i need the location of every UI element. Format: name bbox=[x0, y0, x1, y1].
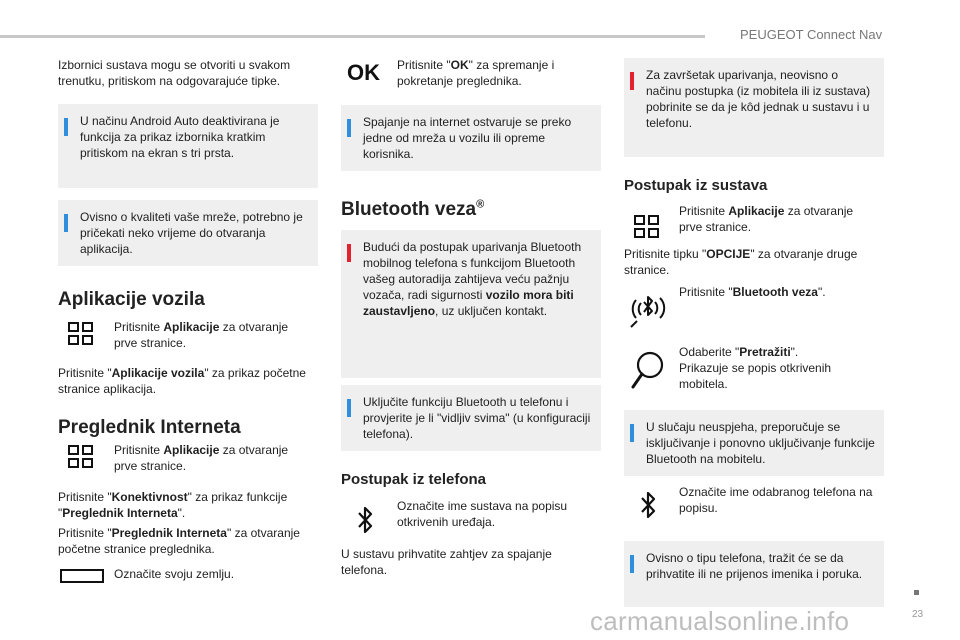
text-bold: OK bbox=[450, 58, 469, 72]
warning-icon bbox=[630, 72, 634, 90]
registered-mark: ® bbox=[476, 198, 485, 211]
info-box-network bbox=[58, 200, 318, 266]
info-box-android-auto bbox=[58, 104, 318, 188]
info-icon bbox=[64, 118, 68, 136]
bluetooth-icon bbox=[355, 505, 375, 535]
step-country: Označite svoju zemlju. bbox=[114, 567, 235, 581]
step-system-apps bbox=[679, 204, 879, 236]
text-bold: Bluetooth veza bbox=[732, 285, 818, 299]
text: " za otvaranje druge stranice. bbox=[624, 247, 858, 277]
text: Pritisnite bbox=[679, 204, 729, 218]
text-bold: Preglednik Interneta bbox=[62, 505, 178, 520]
info-icon bbox=[347, 399, 351, 417]
text: ". bbox=[177, 505, 186, 520]
text-bold: Pretražiti bbox=[739, 345, 791, 359]
page-number: 23 bbox=[912, 609, 924, 620]
flag-icon bbox=[60, 569, 104, 583]
step-search bbox=[679, 345, 879, 393]
heading-text: Bluetooth veza bbox=[341, 199, 477, 220]
column-1 bbox=[58, 0, 320, 640]
header-title: PEUGEOT Connect Nav bbox=[740, 27, 883, 42]
warning-box-pairing-code bbox=[624, 58, 884, 157]
info-text: U načinu Android Auto deaktivirana je funkcija za prikaz izbornika kratkim pritiskom na ekran s tri prsta. bbox=[80, 114, 280, 160]
browser-instruction bbox=[58, 526, 320, 558]
info-text: U slučaju neuspjeha, preporučuje se isključivanje i ponovno uključivanje funkcije Bluetooth na mobitelu. bbox=[646, 420, 875, 466]
text: " za spremanje i pokretanje preglednika. bbox=[397, 58, 555, 88]
step-browser-apps bbox=[114, 443, 314, 475]
heading-bluetooth bbox=[341, 197, 484, 222]
text: Pritisnite tipku " bbox=[624, 247, 707, 261]
options-instruction bbox=[624, 247, 884, 279]
text: Pritisnite bbox=[114, 320, 164, 334]
info-box-failure bbox=[624, 410, 884, 476]
text: Pritisnite bbox=[114, 443, 164, 457]
info-box-internet bbox=[341, 105, 601, 171]
text: za otvaranje prve stranice. bbox=[679, 204, 854, 234]
warning-text bbox=[363, 240, 593, 320]
intro-text: Izbornici sustava mogu se otvoriti u svakom trenutku, pritiskom na odgovarajuće tipke. bbox=[58, 58, 291, 88]
step-bluetooth bbox=[679, 285, 879, 301]
text-bold: Aplikacije bbox=[163, 320, 220, 334]
text-bold: OPCIJE bbox=[706, 247, 751, 261]
warning-text: Za završetak uparivanja, neovisno o načinu postupka (iz mobitela ili iz sustava) pobrinite se da je kôd jednak u sustavu i u telefonu. bbox=[646, 68, 871, 130]
info-box-contacts bbox=[624, 541, 884, 607]
watermark: carmanualsonline.info bbox=[590, 606, 850, 636]
text: " za prikaz početne stranice aplikacija. bbox=[58, 366, 306, 396]
heading-from-system: Postupak iz sustava bbox=[624, 177, 768, 194]
text: ". bbox=[790, 345, 799, 359]
apps-grid-icon bbox=[68, 322, 94, 346]
text: Prikazuje se popis otkrivenih mobitela. bbox=[679, 360, 832, 391]
bluetooth-icon bbox=[638, 490, 658, 520]
ok-icon: OK bbox=[347, 60, 380, 85]
text: Budući da postupak uparivanja Bluetooth mobilnog telefona s funkcijom Bluetooth vašeg autoradija zahtijeva veću pažnju vozača, radi sigurnosti bbox=[363, 240, 582, 302]
apps-grid-icon bbox=[68, 445, 94, 469]
text: Pritisnite " bbox=[397, 58, 451, 72]
warning-icon bbox=[347, 244, 351, 262]
text: " za prikaz funkcije " bbox=[58, 490, 288, 520]
info-icon bbox=[347, 119, 351, 137]
text-bold: Aplikacije bbox=[163, 443, 220, 457]
text-bold: Aplikacije vozila bbox=[111, 366, 205, 380]
step-apps bbox=[114, 320, 314, 352]
info-icon bbox=[64, 214, 68, 232]
accept-request-text: U sustavu prihvatite zahtjev za spajanje telefona. bbox=[341, 547, 552, 577]
text: Pritisnite " bbox=[58, 526, 112, 540]
text-bold: vozilo mora biti zaustavljeno bbox=[363, 287, 574, 318]
step-select-system: Označite ime sustava na popisu otkrivenih uređaja. bbox=[397, 499, 568, 529]
step-ok bbox=[397, 58, 597, 90]
heading-from-phone: Postupak iz telefona bbox=[341, 471, 487, 488]
heading-browser: Preglednik Interneta bbox=[58, 417, 241, 438]
text: Pritisnite " bbox=[58, 490, 112, 504]
text: Odaberite " bbox=[679, 345, 740, 359]
text: , uz uključen kontakt. bbox=[435, 303, 548, 318]
text-bold: Konektivnost bbox=[111, 490, 188, 504]
text-bold: Aplikacije bbox=[728, 204, 785, 218]
bluetooth-connection-icon bbox=[628, 286, 668, 330]
info-text: Spajanje na internet ostvaruje se preko jedne od mreža u vozilu ili opreme korisnika. bbox=[363, 115, 572, 161]
text: za otvaranje prve stranice. bbox=[114, 320, 289, 350]
connectivity-instruction bbox=[58, 490, 320, 522]
warning-box-safety bbox=[341, 230, 601, 378]
step-select-phone: Označite ime odabranog telefona na popisu. bbox=[679, 485, 873, 515]
info-text: Uključite funkciju Bluetooth u telefonu i provjerite je li "vidljiv svima" (u konfiguraciji telefona). bbox=[363, 395, 591, 441]
text: za otvaranje prve stranice. bbox=[114, 443, 289, 473]
info-icon bbox=[630, 555, 634, 573]
text: Pritisnite " bbox=[58, 366, 112, 380]
info-text: Ovisno o tipu telefona, tražit će se da prihvatite ili ne prijenos imenika i poruka. bbox=[646, 551, 863, 581]
info-icon bbox=[630, 424, 634, 442]
column-3 bbox=[624, 0, 886, 640]
column-2 bbox=[341, 0, 603, 640]
search-icon bbox=[630, 350, 666, 390]
info-box-enable-bluetooth bbox=[341, 385, 601, 451]
text: " za otvaranje početne stranice preglednika. bbox=[58, 526, 300, 556]
text: Pritisnite " bbox=[679, 285, 733, 299]
page-marker bbox=[914, 590, 919, 595]
apps-instruction bbox=[58, 366, 320, 398]
text: ". bbox=[817, 285, 826, 299]
info-text: Ovisno o kvaliteti vaše mreže, potrebno je pričekati neko vrijeme do otvaranja aplikacija. bbox=[80, 210, 303, 256]
heading-vehicle-apps: Aplikacije vozila bbox=[58, 289, 205, 310]
text-bold: Preglednik Interneta bbox=[111, 526, 227, 540]
apps-grid-icon bbox=[634, 215, 660, 239]
